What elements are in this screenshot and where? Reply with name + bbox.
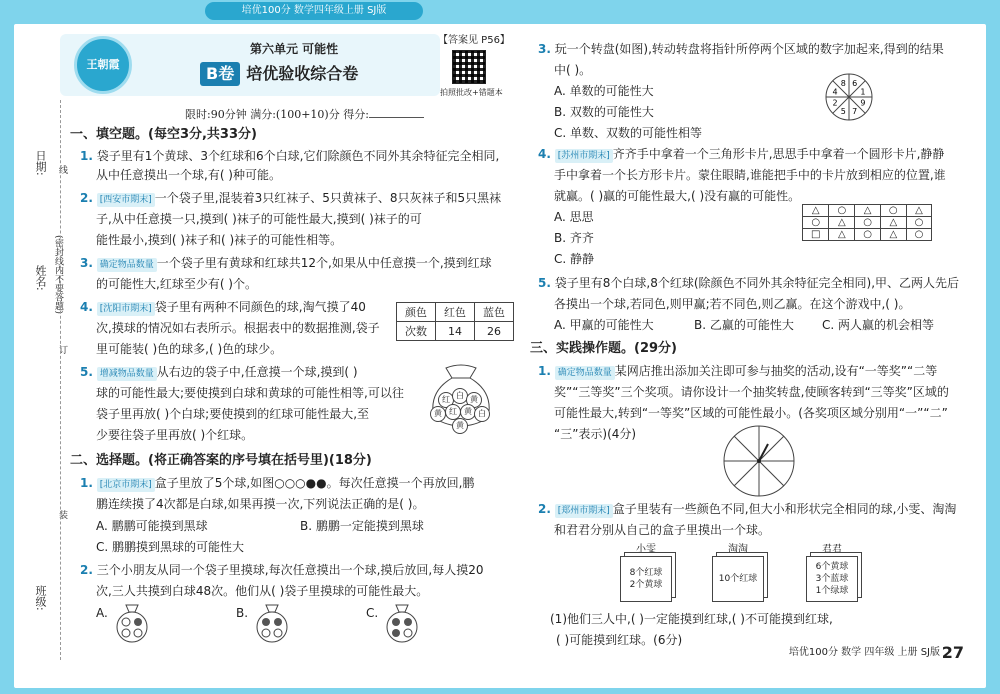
skill-tag: 确定物品数量 — [555, 366, 615, 380]
footer-text: 培优100分 数学 四年级 上册 SJ版 — [788, 647, 940, 658]
class-label: 班级: — [34, 585, 47, 611]
q1-3 — [80, 254, 492, 272]
source-tag: [苏州市期末] — [555, 149, 613, 163]
qr-caption: 拍照批改+错题本 — [440, 88, 503, 97]
q3-2 — [538, 500, 956, 518]
q1-5 — [80, 363, 358, 381]
source-tag: [西安市期末] — [97, 193, 155, 207]
q1-5-line2: 球的可能性最大;要使摸到白球和黄球的可能性相等,可以往 — [96, 386, 404, 400]
bag-ball: 红 — [445, 404, 461, 420]
q1-4-line1: 袋子里有两种不同颜色的球,淘气摸了40 — [154, 300, 366, 314]
q1-5-line1: 从右边的袋子中,任意摸一个球,摸到( ) — [156, 365, 358, 379]
box-content: 1个绿球 — [815, 586, 849, 596]
q-number: 1. — [538, 364, 551, 378]
q1-3-line1: 一个袋子里有黄球和红球共12个,如果从中任意摸一个,摸到红球 — [156, 256, 492, 270]
q2-5-line1: 袋子里有8个白球,8个红球(除颜色不同外其余特征完全相同),甲、乙两人先后 — [554, 276, 960, 290]
option-b[interactable]: B. 鹏鹏一定能摸到黑球 — [300, 519, 424, 533]
skill-tag: 确定物品数量 — [97, 258, 157, 272]
brand-logo: 王朝霞 — [74, 36, 132, 94]
shape-slot: □ — [803, 229, 829, 241]
table-cell: 颜色 — [397, 303, 436, 322]
seal-stitch-mark: 装 — [57, 510, 67, 519]
q3-1 — [538, 362, 937, 380]
seal-line-mark: 线 — [57, 165, 67, 174]
box-content: 6个黄球 — [815, 562, 849, 572]
table-row — [803, 217, 932, 229]
option-c[interactable]: C. 两人赢的机会相等 — [822, 318, 935, 332]
card-slot-grid — [802, 204, 932, 241]
q3-2-sub1: (1)他们三人中,( )一定能摸到红球,( )不可能摸到红球, — [550, 612, 833, 626]
option-b[interactable]: B. 双数的可能性大 — [554, 105, 654, 119]
seal-note: (密封线内不要答题) — [53, 235, 63, 315]
q1-4 — [80, 298, 366, 316]
spinner-number: 1 — [860, 87, 866, 97]
q2-3 — [538, 40, 944, 58]
shape-slot: △ — [855, 205, 881, 217]
q2-2 — [80, 561, 483, 579]
q2-3-line2: 中( )。 — [554, 63, 592, 77]
q-number: 3. — [538, 42, 551, 56]
name-label: 姓名: — [34, 265, 47, 291]
table-row — [803, 229, 932, 241]
table-cell: 蓝色 — [475, 303, 514, 322]
q2-1-line1: 盒子里放了5个球,如图○○○●●。每次任意摸一个再放回,鹏 — [154, 476, 475, 490]
bag-option-a — [112, 603, 152, 643]
option-a[interactable]: A. 思思 — [554, 210, 594, 224]
source-tag: [沈阳市期末] — [97, 302, 155, 316]
spinner-number: 7 — [852, 106, 858, 116]
q1-5-line3: 袋子里再放( )个白球;要使摸到的红球可能性最大,至 — [96, 407, 370, 421]
q2-1-line2: 鹏连续摸了4次都是白球,如果再摸一次,下列说法正确的是( )。 — [96, 497, 425, 511]
q-number: 2. — [538, 502, 551, 516]
paper-heading — [200, 62, 358, 86]
q3-1-line2: 奖”“三等奖”三个奖项。请你设计一个抽奖转盘,使顾客转到“三等奖”区域的 — [554, 385, 949, 399]
paper-title: 培优验收综合卷 — [246, 64, 359, 83]
q1-3-line2: 的可能性大,红球至少有( )个。 — [96, 277, 257, 291]
bag-ball: 白 — [474, 406, 490, 422]
section-3-title: 三、实践操作题。(29分) — [530, 341, 677, 356]
option-c[interactable]: C. — [366, 606, 379, 620]
shape-slot: △ — [906, 205, 932, 217]
shape-slot: ○ — [906, 229, 932, 241]
bag-ball: 红 — [438, 392, 454, 408]
score-blank[interactable] — [369, 117, 424, 118]
date-label: 日期: — [34, 150, 47, 176]
spinner-number: 2 — [832, 98, 838, 108]
q2-4 — [538, 145, 944, 163]
seal-bind-mark: 订 — [57, 345, 67, 354]
spinner-number: 5 — [840, 106, 846, 116]
shape-slot: ○ — [803, 217, 829, 229]
qr-code[interactable] — [452, 50, 486, 84]
option-b[interactable]: B. — [236, 606, 249, 620]
skill-tag: 增减物品数量 — [97, 367, 157, 381]
ball-box — [620, 556, 672, 602]
q1-5-line4: 少要往袋子里再放( )个红球。 — [96, 428, 254, 442]
q3-1-line1: 某网店推出添加关注即可参与抽奖的活动,设有“一等奖”“二等 — [614, 364, 938, 378]
number-spinner — [824, 72, 874, 122]
seal-line — [60, 100, 61, 660]
q2-1 — [80, 474, 474, 492]
q1-4-line3: 里可能装( )色的球多,( )色的球少。 — [96, 342, 283, 356]
option-b[interactable]: B. 齐齐 — [554, 231, 594, 245]
option-a[interactable]: A. — [96, 606, 108, 620]
bag-option-b — [252, 603, 292, 643]
section-2-title: 二、选择题。(将正确答案的序号填在括号里)(18分) — [70, 453, 372, 468]
q2-3-line1: 玩一个转盘(如图),转动转盘将指针所停两个区域的数字加起来,得到的结果 — [554, 42, 944, 56]
option-a[interactable]: A. 鹏鹏可能摸到黑球 — [96, 519, 208, 533]
spinner-number: 9 — [860, 98, 866, 108]
paper-label: B卷 — [200, 62, 240, 86]
table-cell: 次数 — [397, 322, 436, 341]
option-b[interactable]: B. 乙赢的可能性大 — [694, 318, 794, 332]
bag-ball: 黄 — [460, 404, 476, 420]
q-number: 4. — [80, 300, 93, 314]
spinner-number: 8 — [840, 79, 846, 89]
source-tag: [郑州市期末] — [555, 504, 613, 518]
box-content: 10个红球 — [718, 574, 758, 584]
unit-title: 第六单元 可能性 — [250, 42, 339, 56]
q-number: 2. — [80, 191, 93, 205]
shape-slot: △ — [803, 205, 829, 217]
shape-slot: △ — [880, 229, 906, 241]
option-c[interactable]: C. 静静 — [554, 252, 595, 266]
bag-ball: 黄 — [452, 418, 468, 434]
answer-reference: 【答案见 P56】 — [438, 35, 510, 46]
spinner-number: 4 — [832, 87, 838, 97]
spinner-number: 6 — [852, 79, 858, 89]
box-content: 8个红球 — [629, 568, 663, 578]
option-a[interactable]: A. 甲赢的可能性大 — [554, 318, 654, 332]
q1-1-line2: 从中任意摸出一个球,有( )种可能。 — [96, 168, 281, 182]
q2-4-line2: 手中拿着一个长方形卡片。蒙住眼睛,谁能把手中的卡片放到相应的位置,谁 — [554, 168, 946, 182]
shape-slot: ○ — [829, 205, 855, 217]
section-1-title: 一、填空题。(每空3分,共33分) — [70, 127, 257, 142]
box-owner: 君君 — [822, 544, 842, 555]
q2-5-line2: 各摸出一个球,若同色,则甲赢;若不同色,则乙赢。在这个游戏中,( )。 — [554, 297, 911, 311]
q1-4-line2: 次,摸球的情况如右表所示。根据表中的数据推测,袋子 — [96, 321, 380, 335]
q-number: 3. — [80, 256, 93, 270]
time-score-text: 限时:90分钟 满分:(100+10)分 得分: — [185, 108, 369, 121]
shape-slot: △ — [880, 217, 906, 229]
table-row — [803, 205, 932, 217]
q-number: 5. — [538, 276, 551, 290]
q-number: 5. — [80, 365, 93, 379]
top-banner: 培优100分 数学四年级上册 SJ版 — [205, 2, 423, 20]
q1-2-line3: 能性最小,摸到( )袜子和( )袜子的可能性相等。 — [96, 233, 343, 247]
q2-2-line2: 次,三人共摸到白球48次。他们从( )袋子里摸球的可能性最大。 — [96, 584, 429, 598]
shape-slot: ○ — [855, 229, 881, 241]
q3-2-line1: 盒子里装有一些颜色不同,但大小和形状完全相同的球,小雯、淘淘 — [612, 502, 957, 516]
table-cell: 14 — [436, 322, 475, 341]
box-content: 3个蓝球 — [815, 574, 849, 584]
tally-table — [396, 302, 514, 341]
q2-5 — [538, 274, 959, 292]
option-a[interactable]: A. 单数的可能性大 — [554, 84, 654, 98]
table-row — [397, 322, 514, 341]
table-cell: 红色 — [436, 303, 475, 322]
blank-prize-spinner[interactable] — [722, 424, 796, 498]
option-c[interactable]: C. 鹏鹏摸到黑球的可能性大 — [96, 540, 245, 554]
q3-2-sub2: ( )可能摸到红球。(6分) — [556, 633, 683, 647]
table-row — [397, 303, 514, 322]
option-c[interactable]: C. 单数、双数的可能性相等 — [554, 126, 703, 140]
q1-1-line1: 袋子里有1个黄球、3个红球和6个白球,它们除颜色不同外其余特征完全相同, — [96, 149, 500, 163]
shape-slot: ○ — [906, 217, 932, 229]
table-cell: 26 — [475, 322, 514, 341]
bag-ball: 黄 — [430, 406, 446, 422]
q-number: 1. — [80, 149, 93, 163]
q-number: 1. — [80, 476, 93, 490]
ball-box — [806, 556, 858, 602]
q3-2-line2: 和君君分别从自己的盒子里摸出一个球。 — [554, 523, 771, 537]
bag-ball: 黄 — [466, 392, 482, 408]
time-score-line — [185, 106, 424, 124]
q3-1-line3: 可能性最大,转到“一等奖”区域的可能性最小。(各奖项区域分别用“一”“二” — [554, 406, 948, 420]
box-owner: 淘淘 — [728, 544, 748, 555]
shape-slot: ○ — [880, 205, 906, 217]
q1-2 — [80, 189, 501, 207]
shape-slot: △ — [829, 229, 855, 241]
box-content: 2个黄球 — [629, 580, 663, 590]
q2-4-line3: 就赢。( )赢的可能性最大,( )没有赢的可能性。 — [554, 189, 801, 203]
q-number: 4. — [538, 147, 551, 161]
shape-slot: △ — [829, 217, 855, 229]
source-tag: [北京市期末] — [97, 478, 155, 492]
q-number: 2. — [80, 563, 93, 577]
bag-option-c — [382, 603, 422, 643]
q3-1-line4: “三”表示)(4分) — [554, 427, 637, 441]
box-owner: 小雯 — [636, 544, 656, 555]
page-number: 27 — [941, 643, 964, 662]
q1-2-line1: 一个袋子里,混装着3只红袜子、5只黄袜子、8只灰袜子和5只黑袜 — [154, 191, 502, 205]
q1-2-line2: 子,从中任意摸一只,摸到( )袜子的可能性最大,摸到( )袜子的可 — [96, 212, 422, 226]
q2-4-line1: 齐齐手中拿着一个三角形卡片,思思手中拿着一个圆形卡片,静静 — [612, 147, 945, 161]
bag-ball: 白 — [452, 388, 468, 404]
q1-1 — [80, 147, 499, 165]
shape-slot: ○ — [855, 217, 881, 229]
ball-box — [712, 556, 764, 602]
q2-2-line1: 三个小朋友从同一个袋子里摸球,每次任意摸出一个球,摸后放回,每人摸20 — [96, 563, 484, 577]
